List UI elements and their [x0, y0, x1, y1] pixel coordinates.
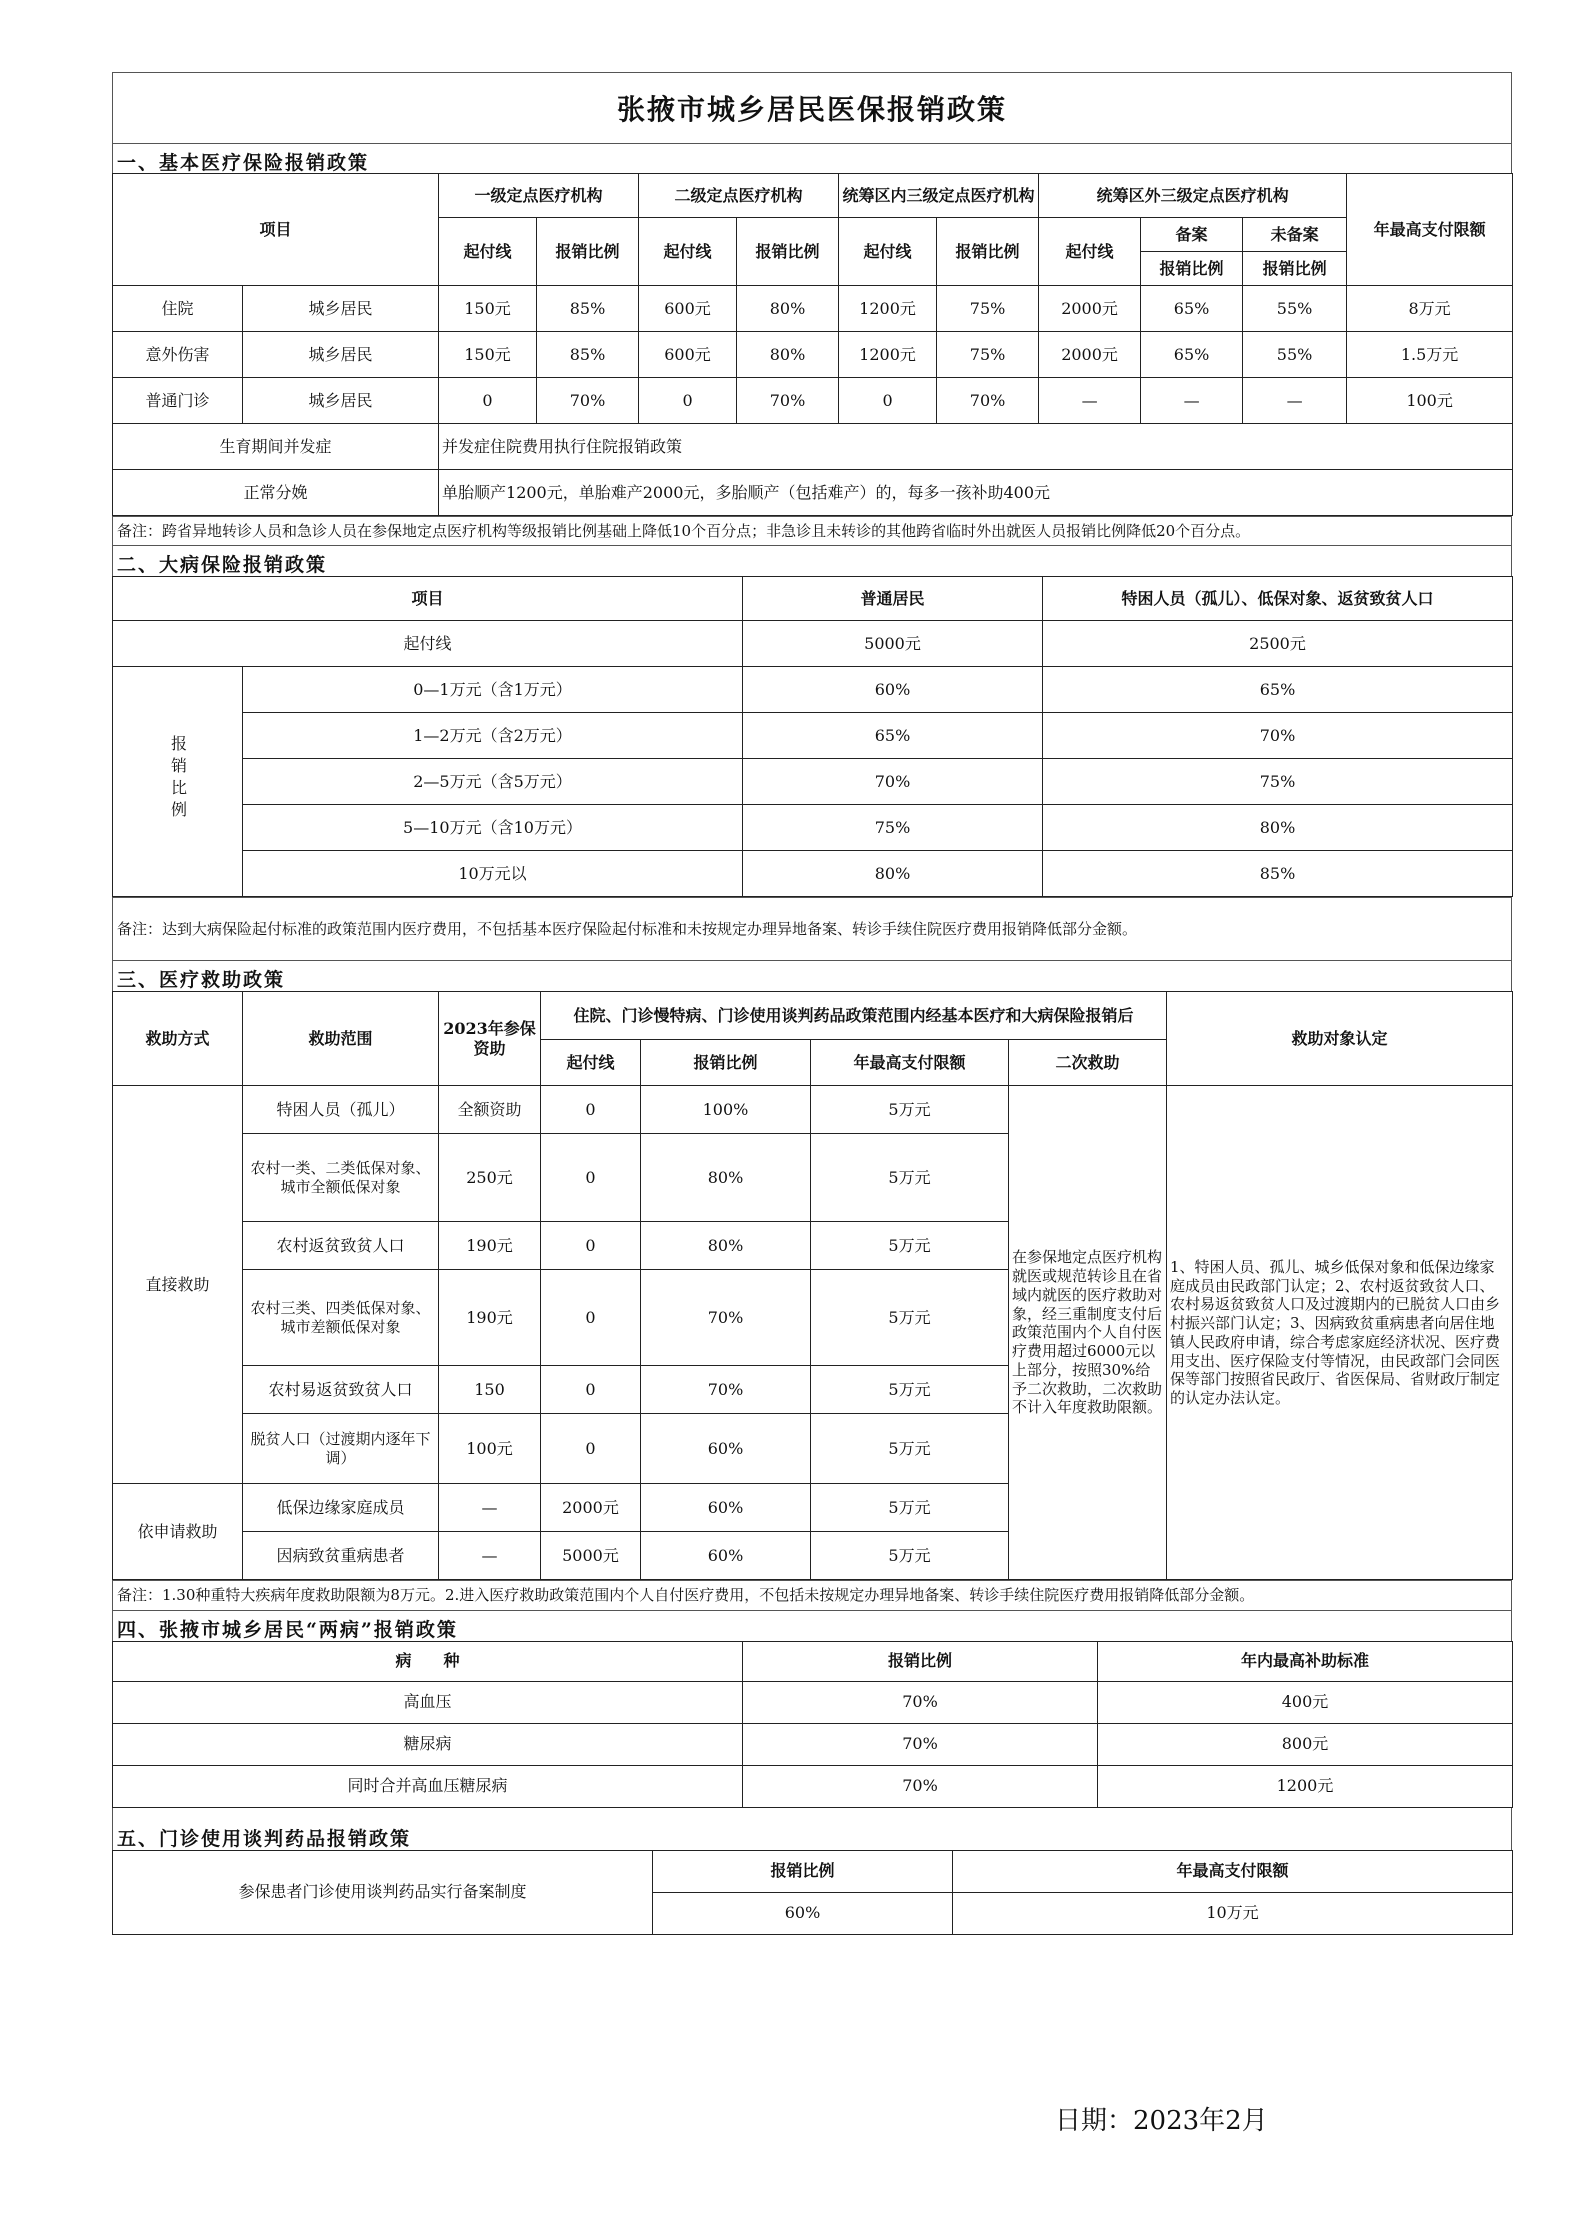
policy-sheet — [112, 72, 1512, 1935]
recognition-text: 1、特困人员、孤儿、城乡低保对象和低保边缘家庭成员由民政部门认定；2、农村返贫致贫人口、农村易返贫致贫人口及过渡期内的已脱贫人口由乡村振兴部门认定；3、因病致贫重病患者向居住地镇人民政府申请，综合考虑家庭经济状况、医疗费用支出、医疗保险支付等情况，由民政部门会同医保等部门按照省民政厅、省医保局、省财政厅制定的认定办法认定。 — [1167, 1086, 1513, 1580]
cell: 2000元 — [1039, 332, 1141, 378]
range-cell: 农村一类、二类低保对象、城市全额低保对象 — [243, 1134, 439, 1222]
header-item: 项目 — [113, 174, 439, 286]
start-label: 起付线 — [113, 621, 743, 667]
header-unfiled: 未备案 — [1243, 218, 1347, 252]
cell: 65% — [743, 713, 1043, 759]
table-row — [113, 424, 1513, 470]
table-row — [113, 1765, 1513, 1807]
cell: 100% — [641, 1086, 811, 1134]
cell: 190元 — [439, 1222, 541, 1270]
cell: 85% — [537, 332, 639, 378]
cell: 1200元 — [1098, 1765, 1513, 1807]
cell: 70% — [537, 378, 639, 424]
cell: 80% — [737, 286, 839, 332]
table-row — [113, 332, 1513, 378]
range-cell: 1—2万元（含2万元） — [243, 713, 743, 759]
cell: 70% — [743, 1765, 1098, 1807]
second-aid-text: 在参保地定点医疗机构就医或规范转诊且在省域内就医的医疗救助对象，经三重制度支付后政策范围内个人自付医疗费用超过6000元以上部分，按照30%给予二次救助，二次救助不计入年度救助限额。 — [1009, 1086, 1167, 1580]
ratio-label-text: 报销比例 — [168, 735, 188, 824]
cell: 150 — [439, 1366, 541, 1414]
header-special: 特困人员（孤儿）、低保对象、返贫致贫人口 — [1043, 577, 1513, 621]
header-level4: 统筹区外三级定点医疗机构 — [1039, 174, 1347, 218]
header-fund: 2023年参保资助 — [439, 992, 541, 1086]
cell: 75% — [743, 805, 1043, 851]
negotiated-drugs-label: 参保患者门诊使用谈判药品实行备案制度 — [113, 1850, 653, 1934]
cell: 70% — [1043, 713, 1513, 759]
header-ratio: 报销比例 — [653, 1850, 953, 1892]
cell: 5万元 — [811, 1134, 1009, 1222]
section-2-note: 备注：达到大病保险起付标准的政策范围内医疗费用，不包括基本医疗保险起付标准和未按规定办理异地备案、转诊手续住院医疗费用报销降低部分金额。 — [112, 897, 1512, 961]
cell: 55% — [1243, 286, 1347, 332]
cell: 5万元 — [811, 1414, 1009, 1484]
cell: — — [1243, 378, 1347, 424]
cell: 55% — [1243, 332, 1347, 378]
cell: 190元 — [439, 1270, 541, 1366]
two-diseases-table — [112, 1641, 1513, 1808]
cell: 2000元 — [1039, 286, 1141, 332]
header-start: 起付线 — [639, 218, 737, 286]
range-cell: 特困人员（孤儿） — [243, 1086, 439, 1134]
range-cell: 5—10万元（含10万元） — [243, 805, 743, 851]
cell: 80% — [641, 1222, 811, 1270]
cell: — — [439, 1532, 541, 1580]
cell: 5万元 — [811, 1086, 1009, 1134]
cell: 70% — [743, 1681, 1098, 1723]
header-ratio: 报销比例 — [737, 218, 839, 286]
table-row — [113, 286, 1513, 332]
table-row — [113, 621, 1513, 667]
negotiated-drugs-table — [112, 1850, 1513, 1935]
section-1-heading: 一、基本医疗保险报销政策 — [112, 143, 1512, 173]
cell: 70% — [743, 1723, 1098, 1765]
cell: 65% — [1141, 332, 1243, 378]
header-method: 救助方式 — [113, 992, 243, 1086]
range-cell: 低保边缘家庭成员 — [243, 1484, 439, 1532]
table-row — [113, 378, 1513, 424]
cell: 5000元 — [541, 1532, 641, 1580]
cell: — — [1141, 378, 1243, 424]
basic-insurance-table — [112, 173, 1513, 516]
start-normal: 5000元 — [743, 621, 1043, 667]
cell: 150元 — [439, 286, 537, 332]
cell: 60% — [641, 1484, 811, 1532]
cell: 0 — [541, 1222, 641, 1270]
header-start: 起付线 — [541, 1040, 641, 1086]
cell: 8万元 — [1347, 286, 1513, 332]
max-value: 10万元 — [953, 1892, 1513, 1934]
range-cell: 农村易返贫致贫人口 — [243, 1366, 439, 1414]
cell: 400元 — [1098, 1681, 1513, 1723]
cell: 75% — [937, 332, 1039, 378]
cell: 60% — [743, 667, 1043, 713]
header-max: 年最高支付限额 — [1347, 174, 1513, 286]
disease-cell: 同时合并高血压糖尿病 — [113, 1765, 743, 1807]
cell: 0 — [639, 378, 737, 424]
header-ratio: 报销比例 — [743, 1641, 1098, 1681]
cell: 5万元 — [811, 1532, 1009, 1580]
header-ratio: 报销比例 — [537, 218, 639, 286]
row-group: 城乡居民 — [243, 378, 439, 424]
section-4-heading: 四、张掖市城乡居民“两病”报销政策 — [112, 1611, 1512, 1641]
cell: 0 — [541, 1134, 641, 1222]
cell: 0 — [541, 1366, 641, 1414]
cell: 80% — [1043, 805, 1513, 851]
birth-complication-label: 生育期间并发症 — [113, 424, 439, 470]
header-disease: 病 种 — [113, 1641, 743, 1681]
table-row — [113, 759, 1513, 805]
row-category: 意外伤害 — [113, 332, 243, 378]
cell: 70% — [743, 759, 1043, 805]
direct-aid-label: 直接救助 — [113, 1086, 243, 1484]
section-5-heading: 五、门诊使用谈判药品报销政策 — [112, 1820, 1512, 1850]
table-row — [113, 851, 1513, 897]
header-max: 年内最高补助标准 — [1098, 1641, 1513, 1681]
header-start: 起付线 — [1039, 218, 1141, 286]
header-range: 救助范围 — [243, 992, 439, 1086]
range-cell: 10万元以 — [243, 851, 743, 897]
cell: 全额资助 — [439, 1086, 541, 1134]
section-2-heading: 二、大病保险报销政策 — [112, 546, 1512, 576]
ratio-value: 60% — [653, 1892, 953, 1934]
row-category: 普通门诊 — [113, 378, 243, 424]
header-ratio: 报销比例 — [937, 218, 1039, 286]
row-category: 住院 — [113, 286, 243, 332]
cell: 70% — [641, 1366, 811, 1414]
cell: 0 — [541, 1270, 641, 1366]
cell: 80% — [743, 851, 1043, 897]
table-row — [113, 667, 1513, 713]
spacer — [112, 1808, 1512, 1820]
medical-aid-table — [112, 991, 1513, 1580]
cell: 65% — [1141, 286, 1243, 332]
section-3-heading: 三、医疗救助政策 — [112, 961, 1512, 991]
normal-delivery-label: 正常分娩 — [113, 470, 439, 516]
cell: 60% — [641, 1414, 811, 1484]
critical-illness-table — [112, 576, 1513, 897]
disease-cell: 高血压 — [113, 1681, 743, 1723]
cell: 70% — [641, 1270, 811, 1366]
header-start: 起付线 — [439, 218, 537, 286]
header-max: 年最高支付限额 — [811, 1040, 1009, 1086]
header-max: 年最高支付限额 — [953, 1850, 1513, 1892]
row-group: 城乡居民 — [243, 286, 439, 332]
range-cell: 农村返贫致贫人口 — [243, 1222, 439, 1270]
cell: 250元 — [439, 1134, 541, 1222]
header-filed: 备案 — [1141, 218, 1243, 252]
range-cell: 农村三类、四类低保对象、城市差额低保对象 — [243, 1270, 439, 1366]
header-item: 项目 — [113, 577, 743, 621]
header-level3: 统筹区内三级定点医疗机构 — [839, 174, 1039, 218]
ratio-label — [113, 667, 243, 897]
cell: 600元 — [639, 286, 737, 332]
cell: 60% — [641, 1532, 811, 1580]
start-special: 2500元 — [1043, 621, 1513, 667]
cell: — — [1039, 378, 1141, 424]
cell: 75% — [937, 286, 1039, 332]
header-second: 二次救助 — [1009, 1040, 1167, 1086]
disease-cell: 糖尿病 — [113, 1723, 743, 1765]
cell: 1200元 — [839, 286, 937, 332]
cell: 0 — [541, 1414, 641, 1484]
cell: 100元 — [1347, 378, 1513, 424]
cell: 5万元 — [811, 1484, 1009, 1532]
cell: 80% — [641, 1134, 811, 1222]
cell: 85% — [537, 286, 639, 332]
header-ratio: 报销比例 — [1243, 252, 1347, 286]
cell: 5万元 — [811, 1270, 1009, 1366]
cell: 0 — [541, 1086, 641, 1134]
header-group: 住院、门诊慢特病、门诊使用谈判药品政策范围内经基本医疗和大病保险报销后 — [541, 992, 1167, 1040]
header-start: 起付线 — [839, 218, 937, 286]
header-level1: 一级定点医疗机构 — [439, 174, 639, 218]
table-row — [113, 713, 1513, 759]
range-cell: 脱贫人口（过渡期内逐年下调） — [243, 1414, 439, 1484]
header-level2: 二级定点医疗机构 — [639, 174, 839, 218]
cell: 5万元 — [811, 1222, 1009, 1270]
cell: 150元 — [439, 332, 537, 378]
section-3-note: 备注：1.30种重特大疾病年度救助限额为8万元。2.进入医疗救助政策范围内个人自付医疗费用，不包括未按规定办理异地备案、转诊手续住院医疗费用报销降低部分金额。 — [112, 1580, 1512, 1610]
cell: 800元 — [1098, 1723, 1513, 1765]
header-normal: 普通居民 — [743, 577, 1043, 621]
table-row — [113, 1086, 1513, 1134]
document-title: 张掖市城乡居民医保报销政策 — [112, 72, 1512, 143]
cell: 2000元 — [541, 1484, 641, 1532]
document-date: 日期：2023年2月 — [1055, 2106, 1268, 2136]
cell: 1.5万元 — [1347, 332, 1513, 378]
header-ratio: 报销比例 — [1141, 252, 1243, 286]
header-ratio: 报销比例 — [641, 1040, 811, 1086]
cell: 65% — [1043, 667, 1513, 713]
table-row — [113, 1723, 1513, 1765]
header-recognition: 救助对象认定 — [1167, 992, 1513, 1086]
cell: 70% — [937, 378, 1039, 424]
cell: 0 — [439, 378, 537, 424]
range-cell: 因病致贫重病患者 — [243, 1532, 439, 1580]
row-group: 城乡居民 — [243, 332, 439, 378]
normal-delivery-text: 单胎顺产1200元，单胎难产2000元，多胎顺产（包括难产）的，每多一孩补助400元 — [439, 470, 1513, 516]
cell: 1200元 — [839, 332, 937, 378]
cell: 80% — [737, 332, 839, 378]
range-cell: 2—5万元（含5万元） — [243, 759, 743, 805]
cell: 100元 — [439, 1414, 541, 1484]
cell: — — [439, 1484, 541, 1532]
range-cell: 0—1万元（含1万元） — [243, 667, 743, 713]
birth-complication-text: 并发症住院费用执行住院报销政策 — [439, 424, 1513, 470]
cell: 75% — [1043, 759, 1513, 805]
cell: 85% — [1043, 851, 1513, 897]
cell: 0 — [839, 378, 937, 424]
table-row — [113, 805, 1513, 851]
cell: 600元 — [639, 332, 737, 378]
cell: 70% — [737, 378, 839, 424]
table-row — [113, 470, 1513, 516]
section-1-note: 备注：跨省异地转诊人员和急诊人员在参保地定点医疗机构等级报销比例基础上降低10个百分点；非急诊且未转诊的其他跨省临时外出就医人员报销比例降低20个百分点。 — [112, 516, 1512, 546]
table-row — [113, 1681, 1513, 1723]
apply-aid-label: 依申请救助 — [113, 1484, 243, 1580]
cell: 5万元 — [811, 1366, 1009, 1414]
